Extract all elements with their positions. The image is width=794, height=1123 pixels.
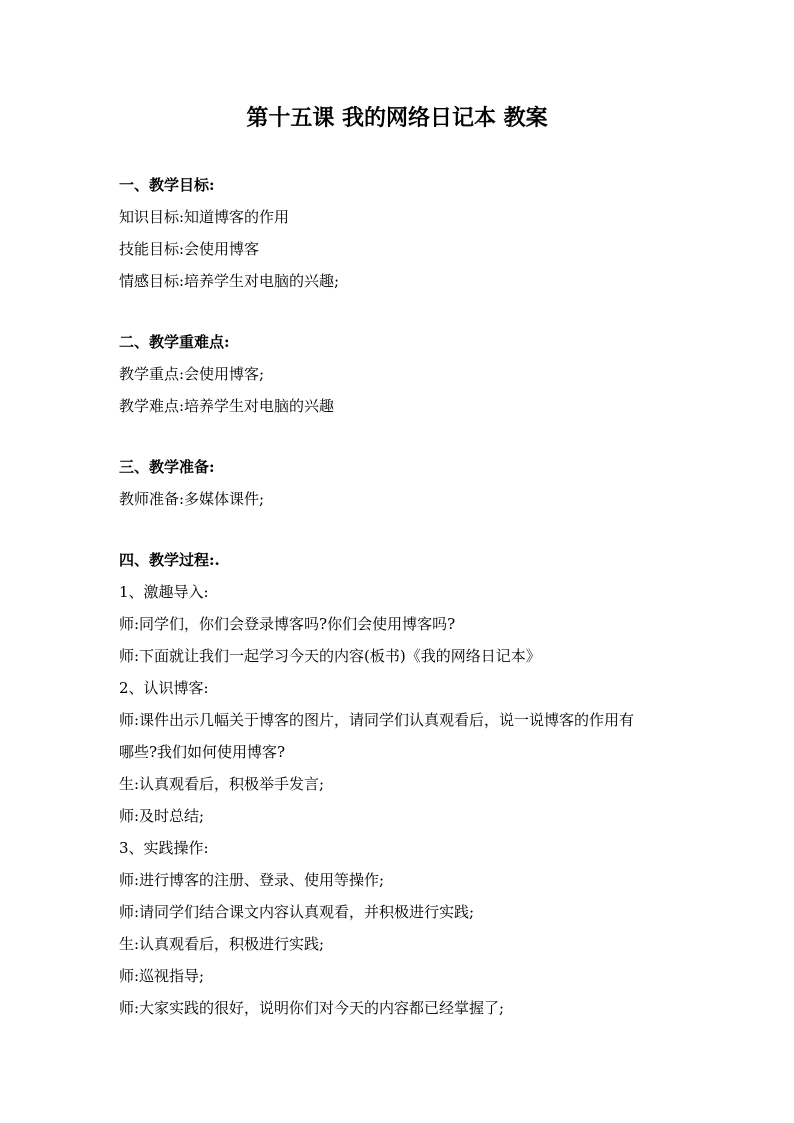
section-line: 师:大家实践的很好，说明你们对今天的内容都已经掌握了;	[119, 999, 505, 1017]
section-line: 师:同学们，你们会登录博客吗?你们会使用博客吗?	[119, 615, 456, 633]
section-line: 教学重点:会使用博客;	[119, 365, 265, 383]
section-line: 师:请同学们结合课文内容认真观看，并积极进行实践;	[119, 903, 475, 921]
section-line: 哪些?我们如何使用博客?	[119, 743, 286, 761]
section-heading-preparation: 三、教学准备:	[119, 458, 215, 476]
document-title: 第十五课 我的网络日记本 教案	[246, 105, 548, 131]
section-line: 生:认真观看后，积极进行实践;	[119, 935, 325, 953]
section-line: 1、激趣导入:	[119, 583, 209, 601]
section-heading-key-points: 二、教学重难点:	[119, 333, 230, 351]
section-line: 生:认真观看后，积极举手发言;	[119, 775, 325, 793]
section-line: 师:巡视指导;	[119, 967, 205, 985]
section-heading-process: 四、教学过程:.	[119, 551, 220, 569]
section-line: 2、认识博客:	[119, 679, 209, 697]
section-line: 技能目标:会使用博客	[119, 240, 260, 258]
section-line: 教师准备:多媒体课件;	[119, 490, 265, 508]
section-line: 师:课件出示几幅关于博客的图片，请同学们认真观看后，说一说博客的作用有	[119, 711, 635, 729]
section-line: 师:下面就让我们一起学习今天的内容(板书)《我的网络日记本》	[119, 647, 541, 665]
section-line: 3、实践操作:	[119, 839, 209, 857]
section-heading-objectives: 一、教学目标:	[119, 176, 215, 194]
section-line: 师:进行博客的注册、登录、使用等操作;	[119, 871, 385, 889]
section-line: 教学难点:培养学生对电脑的兴趣	[119, 397, 335, 415]
section-line: 师:及时总结;	[119, 807, 205, 825]
section-line: 知识目标:知道博客的作用	[119, 208, 290, 226]
section-line: 情感目标:培养学生对电脑的兴趣;	[119, 272, 340, 290]
